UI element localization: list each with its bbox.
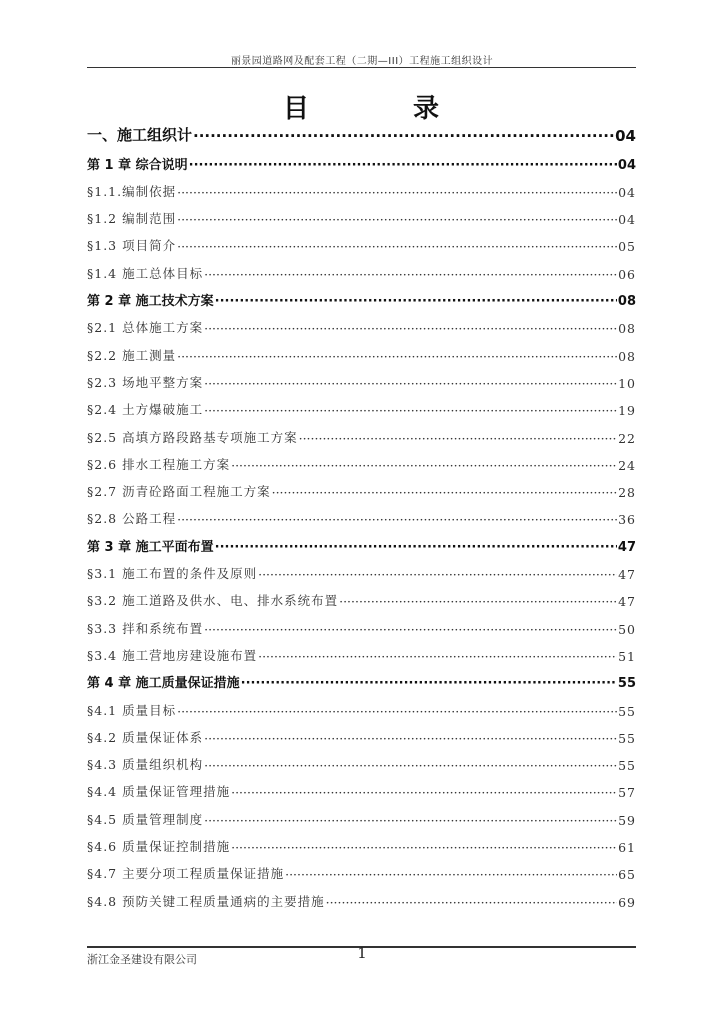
toc-entry-section[interactable] (87, 227, 636, 254)
toc-entry-label: §4.5 质量管理制度 (87, 811, 204, 827)
toc-entry-page-number: 24 (618, 457, 636, 473)
toc-entry-chapter[interactable] (87, 145, 636, 172)
toc-entry-label: §2.8 公路工程 (87, 511, 177, 527)
running-header: 丽景园道路网及配套工程（二期—III）工程施工组织设计 (230, 56, 494, 67)
toc-title (0, 88, 724, 124)
toc-entry-label: §2.4 土方爆破施工 (87, 402, 204, 418)
dot-leader (204, 731, 617, 746)
toc-entry-section[interactable] (87, 364, 636, 391)
toc-entry-section[interactable] (87, 800, 636, 827)
page-number: 1 (357, 944, 367, 962)
toc-entry-section[interactable] (87, 336, 636, 363)
toc-entry-page-number: 55 (618, 758, 636, 774)
toc-entry-section[interactable] (87, 254, 636, 281)
toc-entry-label: §3.2 施工道路及供水、电、排水系统布置 (87, 593, 339, 609)
dot-leader (177, 212, 617, 227)
dot-leader (231, 785, 617, 800)
toc-entry-page-number: 05 (618, 239, 636, 255)
toc-entry-label: 第 1 章 综合说明 (87, 157, 188, 173)
header-divider (87, 67, 636, 68)
toc-entry-section[interactable] (87, 637, 636, 664)
toc-entry-page-number: 61 (618, 840, 636, 856)
toc-entry-page-number: 08 (618, 348, 636, 364)
toc-title-char-2: 录 (413, 94, 440, 124)
toc-entry-section[interactable] (87, 446, 636, 473)
toc-entry-section[interactable] (87, 555, 636, 582)
dot-leader (177, 349, 617, 364)
toc-entry-label: §4.4 质量保证管理措施 (87, 784, 231, 800)
toc-entry-page-number: 50 (618, 621, 636, 637)
dot-leader (177, 704, 617, 719)
toc-entry-page-number: 36 (618, 512, 636, 528)
toc-entry-section[interactable] (87, 200, 636, 227)
dot-leader (193, 127, 614, 145)
toc-entry-page-number: 55 (618, 730, 636, 746)
toc-entry-section[interactable] (87, 473, 636, 500)
dot-leader (215, 540, 617, 555)
toc-entry-page-number: 08 (617, 294, 636, 310)
toc-entry-label: §2.3 场地平整方案 (87, 374, 204, 390)
toc-entry-label: §1.3 项目简介 (87, 238, 177, 254)
toc-entry-label: §1.4 施工总体目标 (87, 265, 204, 281)
toc-entry-label: §4.2 质量保证体系 (87, 729, 204, 745)
toc-entry-page-number: 55 (617, 676, 636, 692)
toc-entry-label: §3.3 拌和系统布置 (87, 620, 204, 636)
toc-entry-part[interactable] (87, 118, 636, 145)
toc-entry-label: §4.3 质量组织机构 (87, 757, 204, 773)
toc-entry-page-number: 55 (618, 703, 636, 719)
table-of-contents (87, 118, 636, 910)
toc-entry-label: §2.7 沥青砼路面工程施工方案 (87, 484, 271, 500)
toc-entry-page-number: 47 (618, 567, 636, 583)
toc-entry-label: §2.6 排水工程施工方案 (87, 456, 231, 472)
toc-entry-label: §1.1.编制依据 (87, 183, 177, 199)
dot-leader (258, 567, 617, 582)
toc-entry-section[interactable] (87, 719, 636, 746)
toc-entry-section[interactable] (87, 746, 636, 773)
toc-entry-section[interactable] (87, 828, 636, 855)
toc-entry-label: 第 2 章 施工技术方案 (87, 294, 214, 310)
dot-leader (204, 813, 617, 828)
footer-company-name: 浙江金圣建设有限公司 (87, 953, 197, 966)
toc-entry-page-number: 22 (618, 430, 636, 446)
toc-entry-chapter[interactable] (87, 282, 636, 309)
toc-entry-page-number: 51 (618, 648, 636, 664)
dot-leader (258, 649, 617, 664)
toc-entry-page-number: 04 (618, 184, 636, 200)
dot-leader (189, 158, 617, 173)
toc-entry-section[interactable] (87, 882, 636, 909)
toc-entry-section[interactable] (87, 691, 636, 718)
toc-entry-section[interactable] (87, 309, 636, 336)
dot-leader (177, 512, 617, 527)
toc-entry-page-number: 69 (618, 894, 636, 910)
toc-entry-label: §2.2 施工测量 (87, 347, 177, 363)
dot-leader (177, 185, 617, 200)
dot-leader (204, 321, 617, 336)
dot-leader (299, 431, 617, 446)
toc-entry-page-number: 10 (618, 375, 636, 391)
dot-leader (231, 840, 617, 855)
dot-leader (241, 676, 617, 691)
toc-entry-label: 第 4 章 施工质量保证措施 (87, 676, 240, 692)
dot-leader (326, 895, 617, 910)
dot-leader (177, 239, 617, 254)
toc-entry-page-number: 08 (618, 321, 636, 337)
dot-leader (272, 485, 617, 500)
toc-entry-section[interactable] (87, 500, 636, 527)
dot-leader (204, 267, 617, 282)
toc-entry-page-number: 28 (618, 485, 636, 501)
dot-leader (204, 403, 617, 418)
toc-entry-label: §1.2 编制范围 (87, 211, 177, 227)
toc-entry-section[interactable] (87, 391, 636, 418)
toc-entry-section[interactable] (87, 609, 636, 636)
toc-entry-label: §2.1 总体施工方案 (87, 320, 204, 336)
toc-entry-page-number: 04 (617, 157, 636, 173)
dot-leader (215, 294, 617, 309)
toc-entry-section[interactable] (87, 855, 636, 882)
toc-entry-chapter[interactable] (87, 527, 636, 554)
dot-leader (339, 594, 617, 609)
toc-entry-page-number: 59 (618, 812, 636, 828)
toc-entry-page-number: 19 (618, 403, 636, 419)
toc-entry-label: §4.6 质量保证控制措施 (87, 839, 231, 855)
toc-entry-label: §3.4 施工营地房建设施布置 (87, 647, 258, 663)
toc-entry-page-number: 65 (618, 867, 636, 883)
toc-entry-label: 第 3 章 施工平面布置 (87, 539, 214, 555)
toc-entry-page-number: 04 (618, 212, 636, 228)
toc-entry-section[interactable] (87, 582, 636, 609)
toc-entry-label: §2.5 高填方路段路基专项施工方案 (87, 429, 298, 445)
dot-leader (231, 458, 617, 473)
toc-entry-label: §4.1 质量目标 (87, 702, 177, 718)
dot-leader (204, 622, 617, 637)
toc-title-char-1: 目 (283, 94, 310, 124)
dot-leader (204, 758, 617, 773)
toc-entry-page-number: 04 (615, 127, 636, 146)
toc-entry-label: §4.8 预防关键工程质量通病的主要措施 (87, 893, 325, 909)
dot-leader (285, 867, 617, 882)
toc-entry-label: 一、施工组织计 (87, 126, 193, 145)
dot-leader (204, 376, 617, 391)
toc-entry-page-number: 47 (618, 594, 636, 610)
toc-entry-page-number: 57 (618, 785, 636, 801)
toc-entry-label: §4.7 主要分项工程质量保证措施 (87, 866, 285, 882)
toc-entry-chapter[interactable] (87, 664, 636, 691)
toc-entry-section[interactable] (87, 773, 636, 800)
toc-entry-section[interactable] (87, 418, 636, 445)
toc-entry-page-number: 47 (617, 539, 636, 555)
toc-entry-page-number: 06 (618, 266, 636, 282)
toc-entry-section[interactable] (87, 173, 636, 200)
toc-entry-label: §3.1 施工布置的条件及原则 (87, 566, 258, 582)
